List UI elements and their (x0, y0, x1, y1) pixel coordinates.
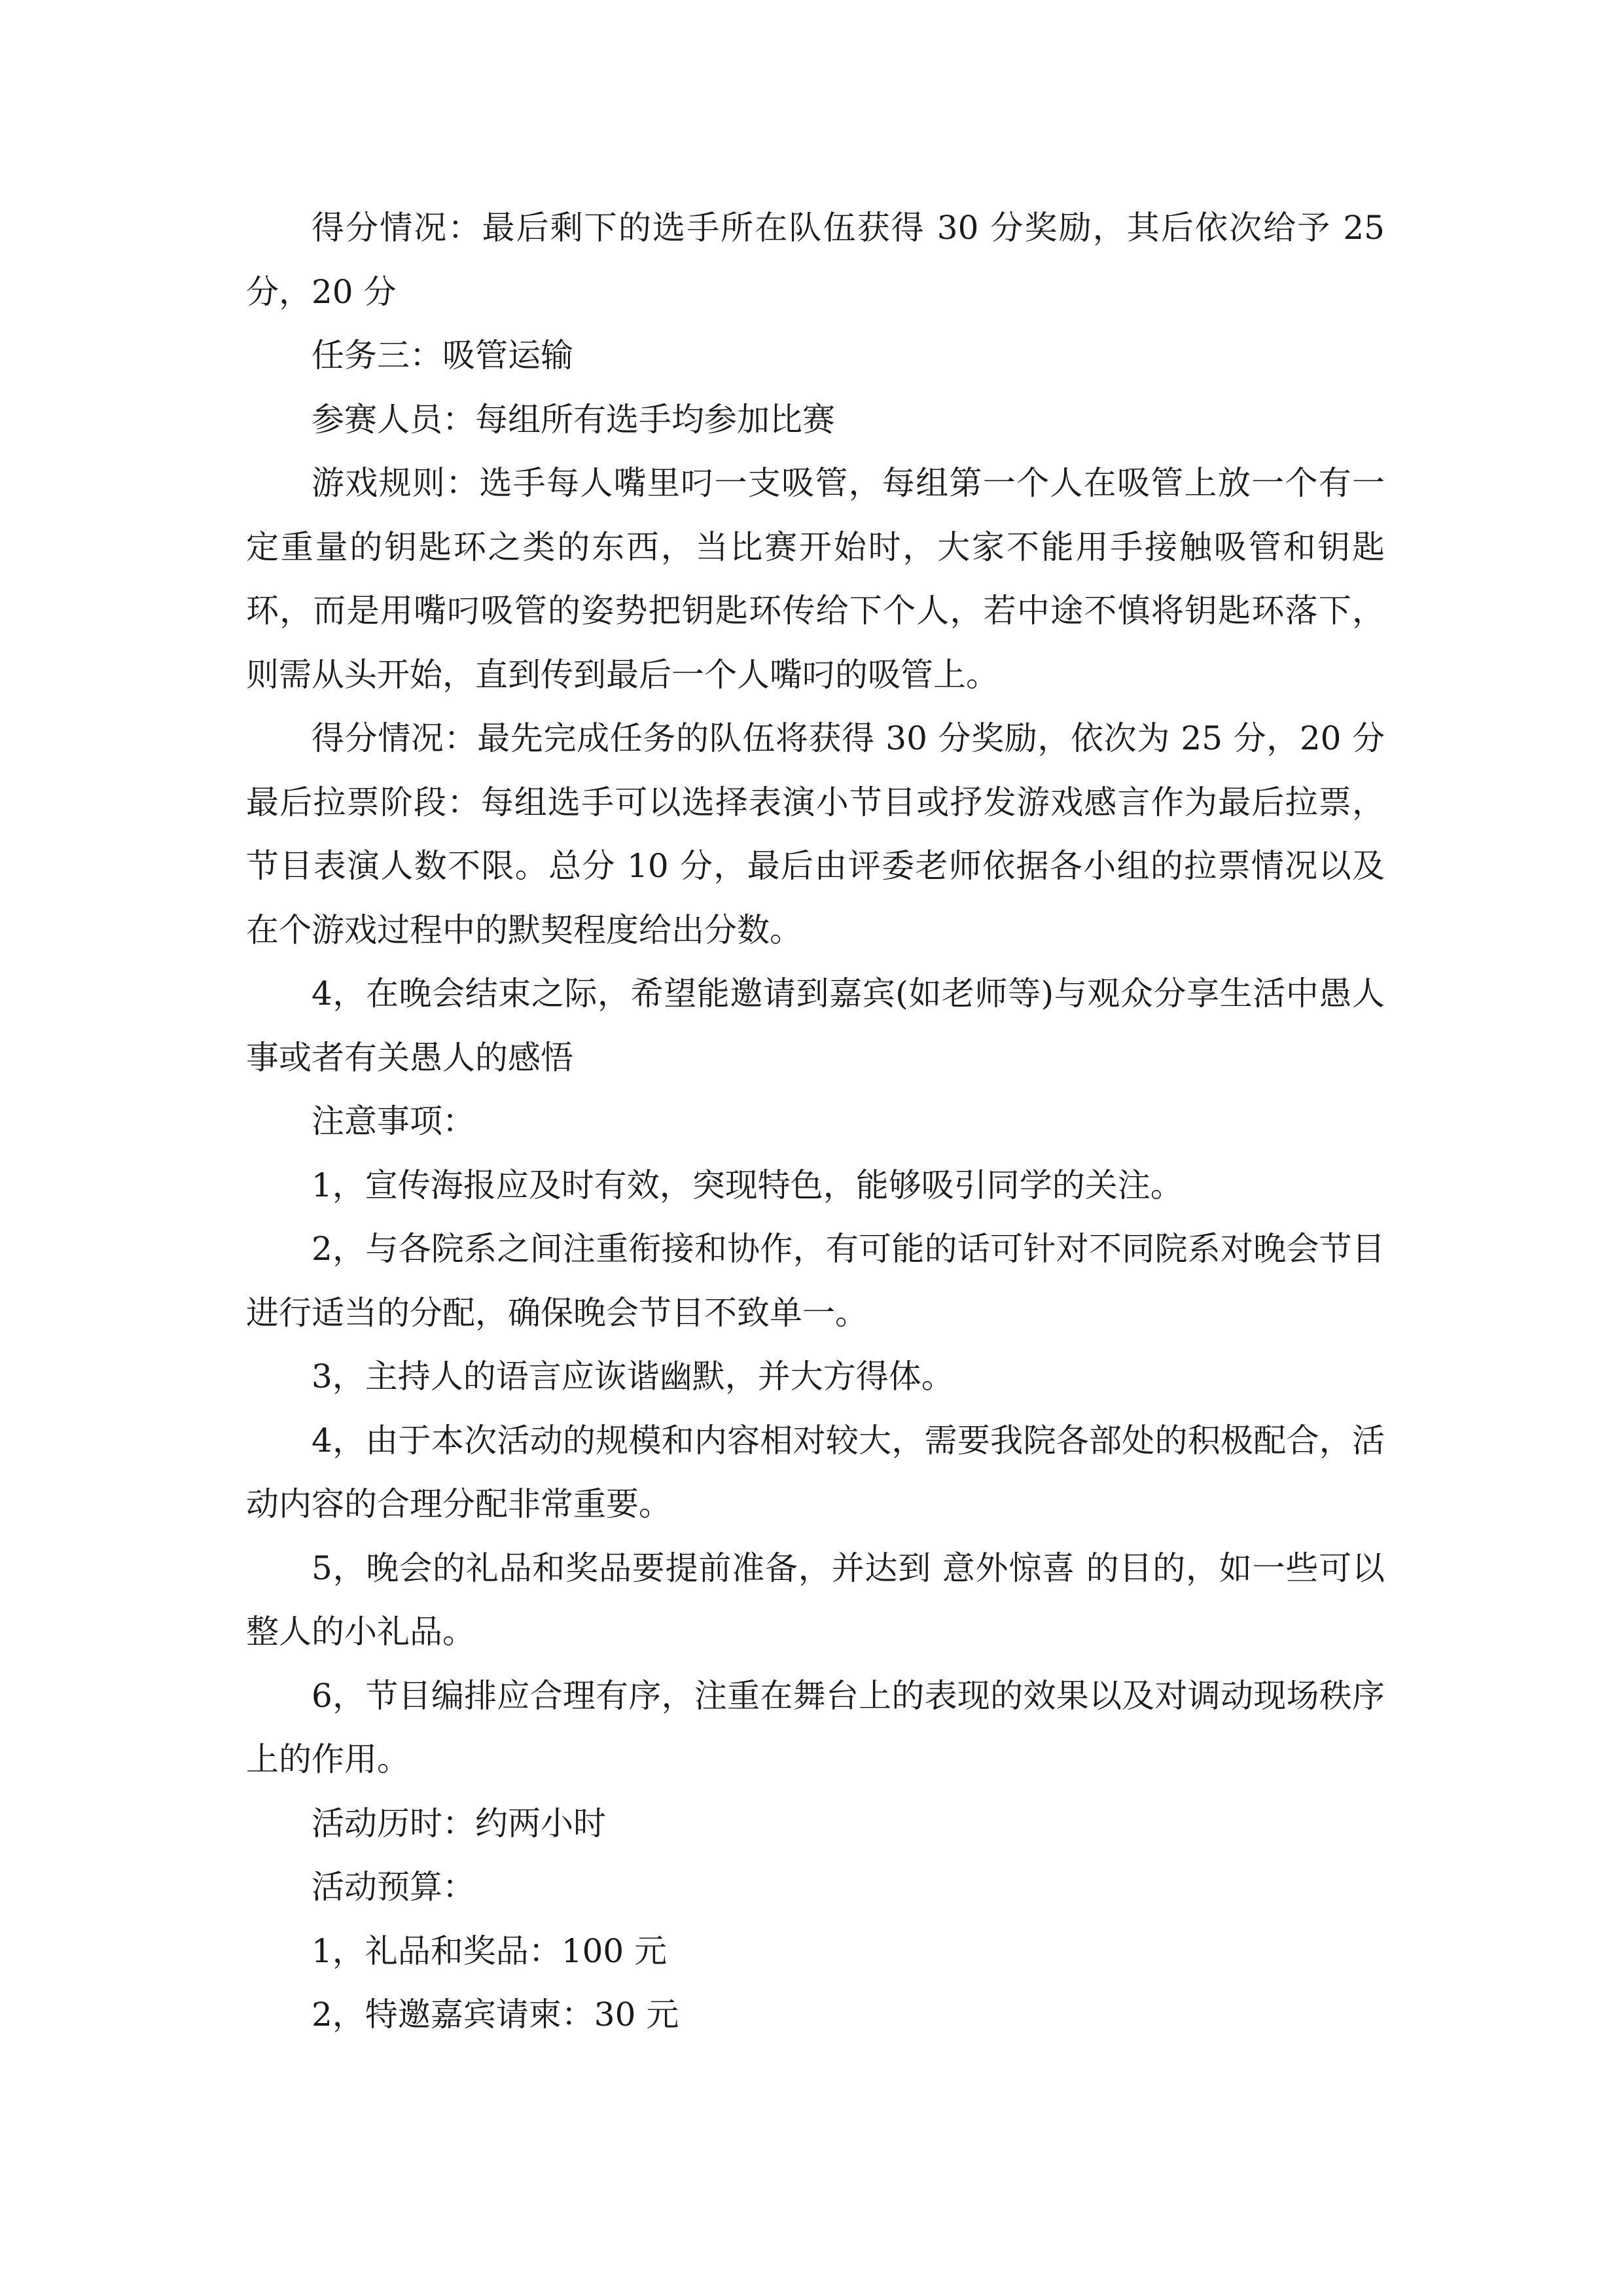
paragraph-notes-heading: 注意事项： (312, 1102, 475, 1140)
paragraph-budget-heading: 活动预算： (312, 1868, 475, 1906)
paragraph-task3-rules: 游戏规则：选手每人嘴里叼一支吸管，每组第一个人在吸管上放一个有一定重量的钥匙环之类的东西，当比赛开始时，大家不能用手接触吸管和钥匙环，而是用嘴叼吸管的姿势把钥匙环传给下个人，若中途不慎将钥匙环落下，则需从头开始，直到传到最后一个人嘴叼的吸管上。 (246, 464, 1385, 694)
paragraph-duration: 活动历时：约两小时 (312, 1804, 606, 1842)
paragraph-scoring-task2: 得分情况：最后剩下的选手所在队伍获得 30 分奖励，其后依次给予 25 分，20 分 (246, 209, 1385, 311)
paragraph-task3-scoring: 得分情况：最先完成任务的队伍将获得 30 分奖励，依次为 25 分，20 分 最后拉票阶段：每组选手可以选择表演小节目或抒发游戏感言作为最后拉票，节目表演人数不限。总分 10 分，最后由评委老师依据各小组的拉票情况以及在个游戏过程中的默契程度给出分数。 (246, 719, 1385, 949)
paragraph-note-4: 4，由于本次活动的规模和内容相对较大，需要我院各部处的积极配合，活动内容的合理分配非常重要。 (246, 1421, 1385, 1523)
paragraph-note-2: 2，与各院系之间注重衔接和协作，有可能的话可针对不同院系对晚会节目进行适当的分配，确保晚会节目不致单一。 (246, 1230, 1385, 1332)
document-body (246, 196, 1385, 2047)
paragraph-budget-2: 2，特邀嘉宾请柬：30 元 (312, 1996, 679, 2034)
paragraph-note-6: 6，节目编排应合理有序，注重在舞台上的表现的效果以及对调动现场秩序上的作用。 (246, 1676, 1385, 1778)
paragraph-item-4-guests: 4，在晚会结束之际，希望能邀请到嘉宾(如老师等)与观众分享生活中愚人事或者有关愚人的感悟 (246, 975, 1385, 1077)
paragraph-task3-participants: 参赛人员：每组所有选手均参加比赛 (312, 400, 835, 439)
paragraph-note-3: 3，主持人的语言应诙谐幽默，并大方得体。 (312, 1357, 954, 1395)
paragraph-task3-title: 任务三：吸管运输 (312, 336, 573, 374)
paragraph-note-5: 5，晚会的礼品和奖品要提前准备，并达到 意外惊喜 的目的，如一些可以整人的小礼品。 (246, 1549, 1385, 1651)
paragraph-budget-1: 1，礼品和奖品：100 元 (312, 1931, 668, 1970)
paragraph-note-1: 1，宣传海报应及时有效，突现特色，能够吸引同学的关注。 (312, 1166, 1183, 1204)
